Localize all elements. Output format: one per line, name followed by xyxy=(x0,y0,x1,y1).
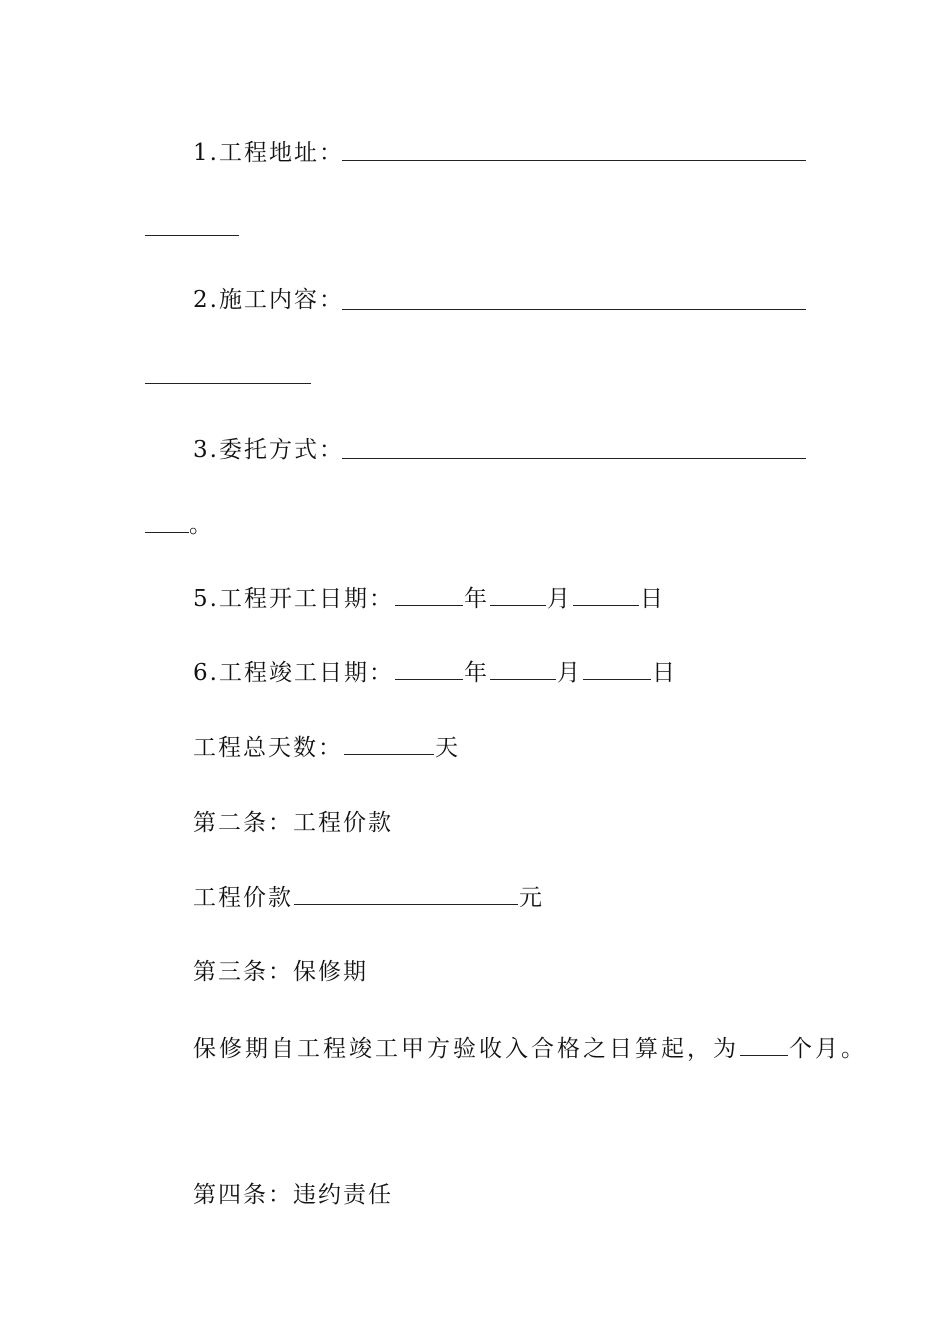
start-day-label: 日 xyxy=(639,586,665,612)
start-year-blank[interactable] xyxy=(395,585,463,606)
article-2-title-text: 第二条：工程价款 xyxy=(193,810,393,836)
content-row xyxy=(193,285,344,315)
price-label: 工程价款 xyxy=(193,885,293,911)
start-month-label: 月 xyxy=(546,586,572,612)
start-month-blank[interactable] xyxy=(490,585,546,606)
method-row xyxy=(193,435,344,465)
method-blank[interactable] xyxy=(342,458,806,459)
warranty-text-after: 个月。 xyxy=(789,1036,867,1062)
address-blank-continued[interactable] xyxy=(145,235,239,236)
article-3-title-text: 第三条：保修期 xyxy=(193,959,368,985)
start-date-row xyxy=(193,584,665,614)
start-date-label: 5.工程开工日期： xyxy=(193,586,394,612)
method-end-row xyxy=(189,510,214,540)
warranty-text-before: 保修期自工程竣工甲方验收入合格之日算起，为 xyxy=(193,1036,739,1062)
address-row xyxy=(193,138,344,168)
warranty-months-blank[interactable] xyxy=(740,1035,788,1056)
end-date-row xyxy=(193,658,677,688)
content-label: 2.施工内容： xyxy=(193,287,344,313)
content-blank-continued[interactable] xyxy=(145,383,311,384)
price-blank[interactable] xyxy=(294,884,518,905)
total-days-unit: 天 xyxy=(435,735,460,761)
content-blank[interactable] xyxy=(342,309,806,310)
start-year-label: 年 xyxy=(463,586,489,612)
end-date-label: 6.工程竣工日期： xyxy=(193,660,394,686)
article-4-title-text: 第四条：违约责任 xyxy=(193,1182,393,1208)
end-year-label: 年 xyxy=(463,660,489,686)
address-blank[interactable] xyxy=(342,160,806,161)
method-end-punct: 。 xyxy=(189,512,214,538)
price-row xyxy=(193,883,544,913)
method-label: 3.委托方式： xyxy=(193,437,344,463)
article-3-title xyxy=(193,957,368,987)
end-year-blank[interactable] xyxy=(395,659,463,680)
end-month-label: 月 xyxy=(556,660,582,686)
method-blank-continued[interactable] xyxy=(145,532,189,533)
end-day-blank[interactable] xyxy=(583,659,651,680)
total-days-label: 工程总天数： xyxy=(193,735,343,761)
article-4-title xyxy=(193,1180,393,1210)
warranty-row xyxy=(193,1034,867,1064)
total-days-row xyxy=(193,733,460,763)
article-2-title xyxy=(193,808,393,838)
total-days-blank[interactable] xyxy=(344,734,434,755)
end-month-blank[interactable] xyxy=(490,659,556,680)
price-unit: 元 xyxy=(519,885,544,911)
start-day-blank[interactable] xyxy=(573,585,639,606)
end-day-label: 日 xyxy=(651,660,677,686)
address-label: 1.工程地址： xyxy=(193,140,344,166)
